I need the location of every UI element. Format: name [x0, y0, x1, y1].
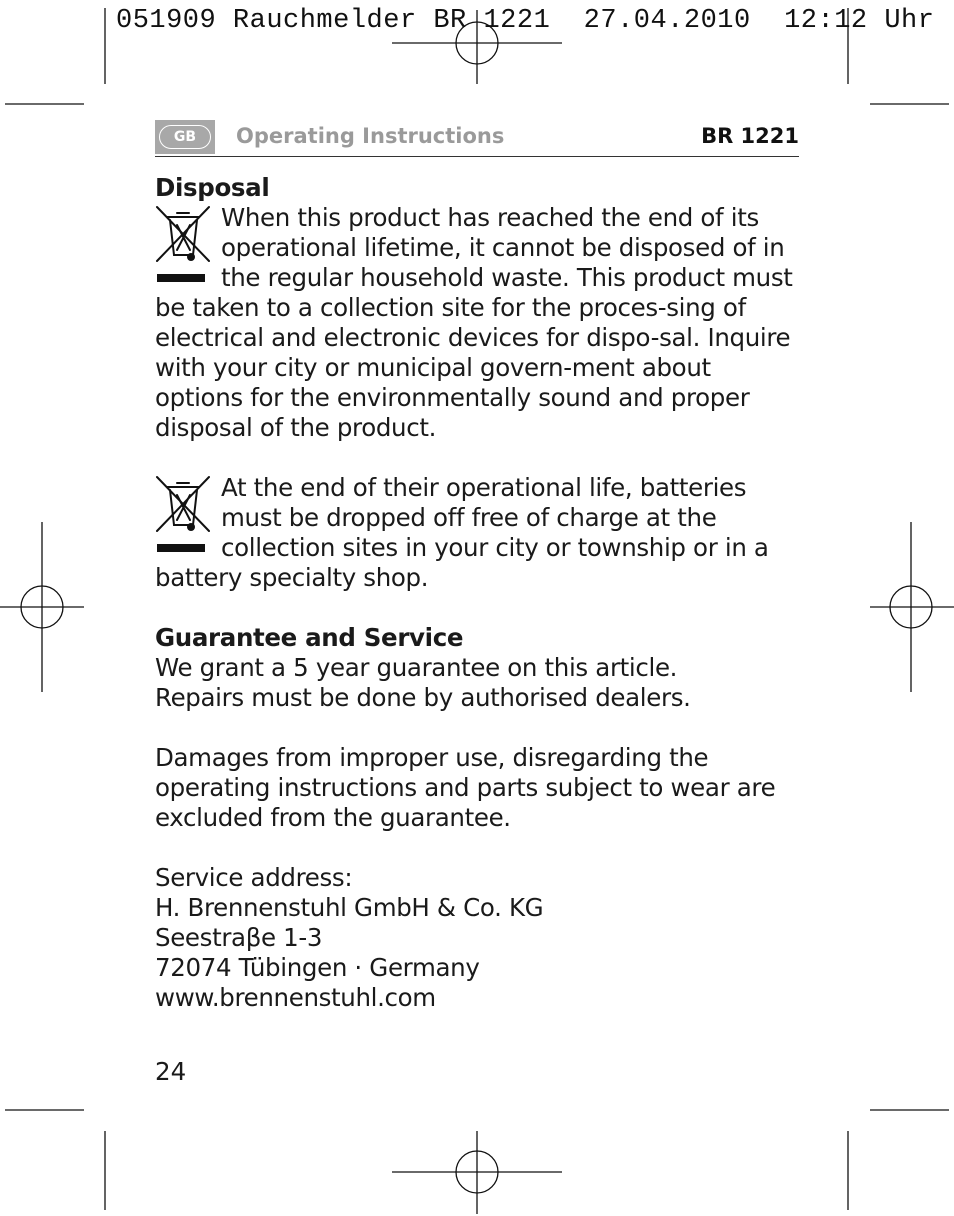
- disposal-text: When this product has reached the end of its operational lifetime, it cannot be disposed of in the regular household waste. This product must be taken to a collection site for the proces-sing of electrical and electronic devices for dispo-sal. Inquire with your city or municipal govern-ment about options for the environmentally sound and proper disposal of the product.: [155, 203, 793, 442]
- header-title: Operating Instructions: [236, 124, 505, 148]
- service-city: 72074 Tübingen · Germany: [155, 953, 480, 982]
- guarantee-line: We grant a 5 year guarantee on this article.: [155, 653, 678, 682]
- disposal-paragraph: [155, 203, 805, 443]
- service-company: H. Brennenstuhl GmbH & Co. KG: [155, 893, 544, 922]
- page-content: [155, 173, 805, 1013]
- page-header: [155, 120, 799, 157]
- battery-disposal-paragraph: [155, 473, 805, 593]
- service-street: Seestraβe 1-3: [155, 923, 323, 952]
- header-model: BR 1221: [701, 124, 799, 148]
- language-code: GB: [159, 125, 211, 149]
- service-website[interactable]: www.brennenstuhl.com: [155, 983, 436, 1012]
- disposal-heading: Disposal: [155, 173, 270, 202]
- guarantee-heading: Guarantee and Service: [155, 623, 464, 652]
- guarantee-exclusions: Damages from improper use, disregarding the operating instructions and parts subject to wear are excluded from the guarantee.: [155, 743, 776, 832]
- crossed-out-wheelie-bin-icon: [155, 205, 215, 289]
- service-label: Service address:: [155, 863, 353, 892]
- battery-disposal-text: At the end of their operational life, batteries must be dropped off free of charge at the collection sites in your city or township or in a battery specialty shop.: [155, 473, 769, 592]
- repairs-line: Repairs must be done by authorised dealers.: [155, 683, 691, 712]
- print-slug: 051909 Rauchmelder BR 1221 27.04.2010 12:12 Uhr: [116, 6, 935, 36]
- language-badge: [155, 120, 215, 154]
- page-number: 24: [155, 1057, 187, 1086]
- crossed-out-bin-battery-icon: [155, 475, 215, 559]
